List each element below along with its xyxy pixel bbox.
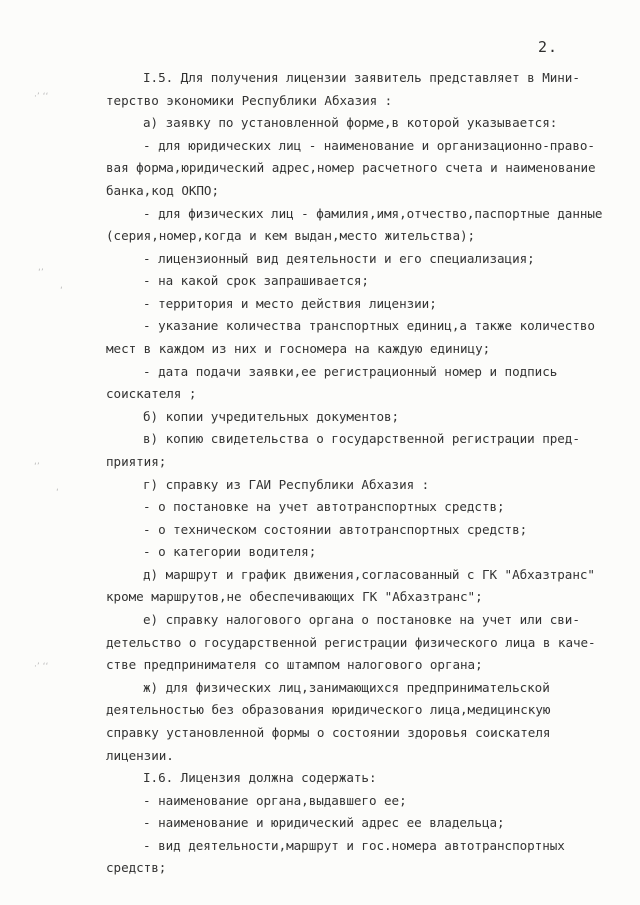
text-line: соискателя ; <box>106 386 197 401</box>
margin-mark: ⋅ʼ ‘‘ <box>34 92 49 102</box>
text-line: средств; <box>106 860 167 875</box>
page-number: 2. <box>538 38 559 56</box>
text-line: (серия,номер,когда и кем выдан,место жительства); <box>106 228 476 243</box>
text-line: а) заявку по установленной форме,в которой указывается: <box>143 115 558 130</box>
margin-mark: ‘’ <box>34 462 40 472</box>
text-line: деятельностью без образования юридического лица,медицинскую <box>106 702 551 717</box>
text-line: б) копии учредительных документов; <box>143 409 400 424</box>
margin-mark: ‘’ <box>38 268 44 278</box>
text-line: - указание количества транспортных единиц,а также количество <box>143 318 595 333</box>
text-line: справку установленной формы о состоянии здоровья соискателя <box>106 725 551 740</box>
text-line: - для физических лиц - фамилия,имя,отчество,паспортные данные <box>143 206 603 221</box>
text-line: - наименование и юридический адрес ее владельца; <box>143 815 505 830</box>
text-line: - наименование органа,выдавшего ее; <box>143 793 407 808</box>
text-line: мест в каждом из них и госномера на каждую единицу; <box>106 341 491 356</box>
text-line: - дата подачи заявки,ее регистрационный номер и подпись <box>143 364 558 379</box>
text-line: - о техническом состоянии автотранспортных средств; <box>143 522 528 537</box>
text-line: - территория и место действия лицензии; <box>143 296 437 311</box>
text-line: - о категории водителя; <box>143 544 317 559</box>
margin-mark: ‘ <box>56 488 59 498</box>
text-line: - о постановке на учет автотранспортных средств; <box>143 499 505 514</box>
text-line: стве предпринимателя со штампом налогового органа; <box>106 657 483 672</box>
text-line: приятия; <box>106 454 167 469</box>
text-line: банка,код ОКПО; <box>106 183 219 198</box>
margin-mark: ⋅ʼ ‘‘ <box>34 662 49 672</box>
text-line: г) справку из ГАИ Республики Абхазия : <box>143 477 430 492</box>
margin-mark: ‘ <box>60 286 63 296</box>
text-line: в) копию свидетельства о государственной регистрации пред- <box>143 431 580 446</box>
text-line: терство экономики Республики Абхазия : <box>106 93 393 108</box>
text-line: вая форма,юридический адрес,номер расчетного счета и наименование <box>106 160 596 175</box>
text-line: - лицензионный вид деятельности и его специализация; <box>143 251 535 266</box>
text-line: д) маршрут и график движения,согласованный с ГК "Абхазтранс" <box>143 567 595 582</box>
text-line: ж) для физических лиц,занимающихся предпринимательской <box>143 680 550 695</box>
text-line: I.5. Для получения лицензии заявитель представляет в Мини- <box>143 70 580 85</box>
text-line: - на какой срок запрашивается; <box>143 273 369 288</box>
text-line: - вид деятельности,маршрут и гос.номера автотранспортных <box>143 838 565 853</box>
text-line: I.6. Лицензия должна содержать: <box>143 770 377 785</box>
text-line: - для юридических лиц - наименование и организационно-право- <box>143 138 595 153</box>
text-line: лицензии. <box>106 748 174 763</box>
text-line: детельство о государственной регистрации физического лица в каче- <box>106 635 596 650</box>
text-line: е) справку налогового органа о постановке на учет или сви- <box>143 612 580 627</box>
text-line: кроме маршрутов,не обеспечивающих ГК "Абхазтранс"; <box>106 589 483 604</box>
